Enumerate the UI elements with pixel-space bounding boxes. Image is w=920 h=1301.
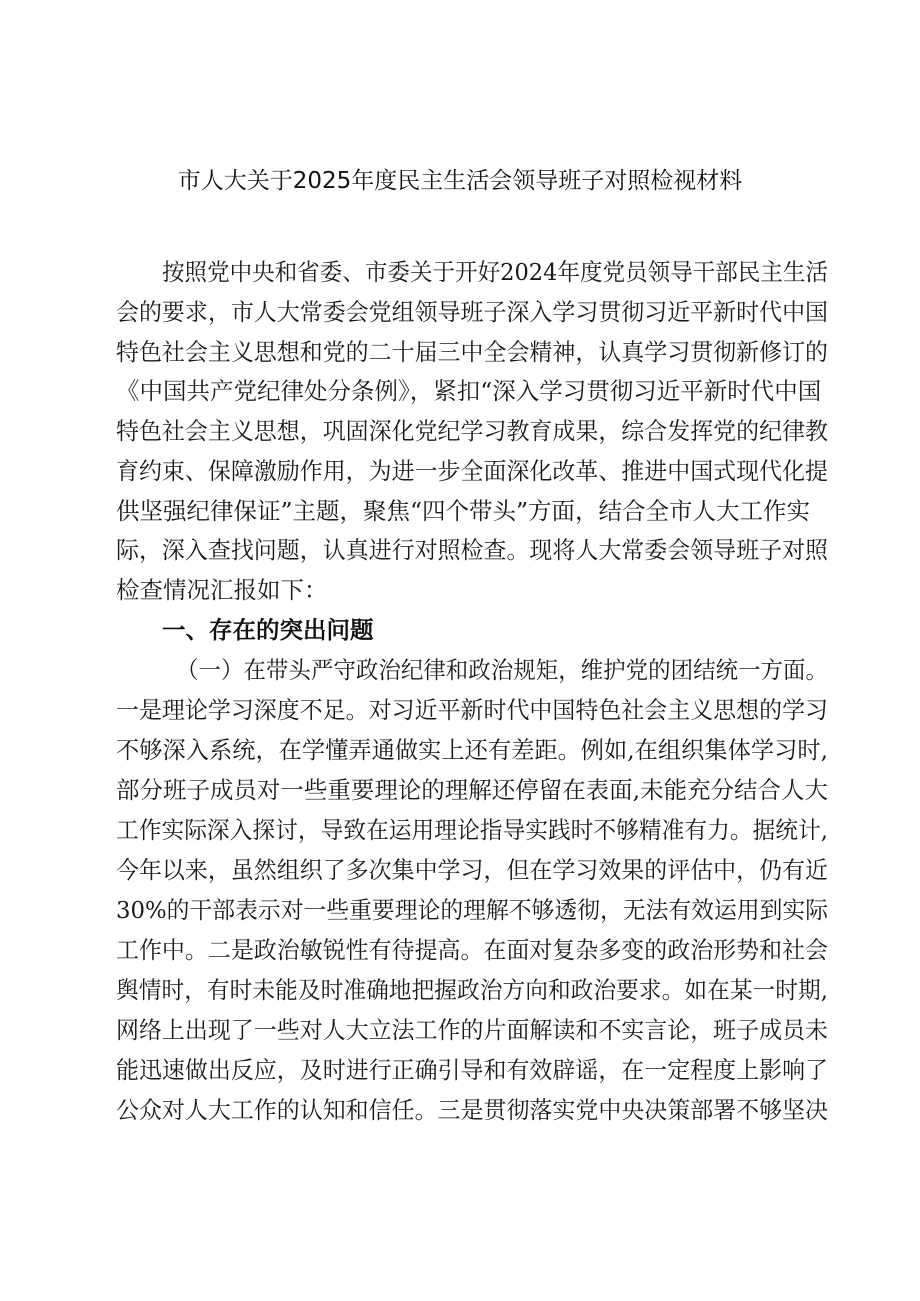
intro-line: 特色社会主义思想和党的二十届三中全会精神，认真学习贯彻新修订的	[116, 338, 828, 366]
intro-line: 按照党中央和省委、市委关于开好2024年度党员领导干部民主生活	[162, 258, 828, 286]
intro-line: 检查情况汇报如下：	[116, 576, 328, 604]
body-line: 今年以来，虽然组织了多次集中学习，但在学习效果的评估中，仍有近	[116, 856, 828, 884]
body-line: 一是理论学习深度不足。对习近平新时代中国特色社会主义思想的学习	[116, 696, 828, 724]
body-line: 工作实际深入探讨，导致在运用理论指导实践时不够精准有力。据统计,	[116, 816, 828, 844]
body-line: 舆情时，有时未能及时准确地把握政治方向和政治要求。如在某一时期,	[116, 976, 828, 1004]
intro-line: 会的要求，市人大常委会党组领导班子深入学习贯彻习近平新时代中国	[116, 298, 828, 326]
body-line: 部分班子成员对一些重要理论的理解还停留在表面,未能充分结合人大	[116, 776, 828, 804]
body-line: 网络上出现了一些对人大立法工作的片面解读和不实言论，班子成员未	[116, 1016, 828, 1044]
intro-line: 育约束、保障激励作用，为进一步全面深化改革、推进中国式现代化提	[116, 457, 828, 485]
body-line: （一）在带头严守政治纪律和政治规矩，维护党的团结统一方面。	[176, 656, 828, 684]
body-line: 能迅速做出反应，及时进行正确引导和有效辟谣，在一定程度上影响了	[116, 1056, 828, 1084]
body-line: 工作中。二是政治敏锐性有待提高。在面对复杂多变的政治形势和社会	[116, 936, 828, 964]
intro-line: 际，深入查找问题，认真进行对照检查。现将人大常委会领导班子对照	[116, 536, 828, 564]
body-line: 30%的干部表示对一些重要理论的理解不够透彻，无法有效运用到实际	[116, 896, 828, 924]
section-heading: 一、存在的突出问题	[162, 616, 374, 644]
intro-line: 供坚强纪律保证”主题，聚焦“四个带头”方面，结合全市人大工作实	[116, 497, 811, 525]
document-title: 市人大关于2025年度民主生活会领导班子对照检视材料	[177, 168, 743, 194]
intro-line: 《中国共产党纪律处分条例》，紧扣“深入学习贯彻习近平新时代中国	[116, 377, 822, 405]
body-line: 公众对人大工作的认知和信任。三是贯彻落实党中央决策部署不够坚决	[116, 1096, 828, 1124]
intro-line: 特色社会主义思想，巩固深化党纪学习教育成果，综合发挥党的纪律教	[116, 417, 828, 445]
body-line: 不够深入系统，在学懂弄通做实上还有差距。例如,在组织集体学习时,	[116, 736, 828, 764]
